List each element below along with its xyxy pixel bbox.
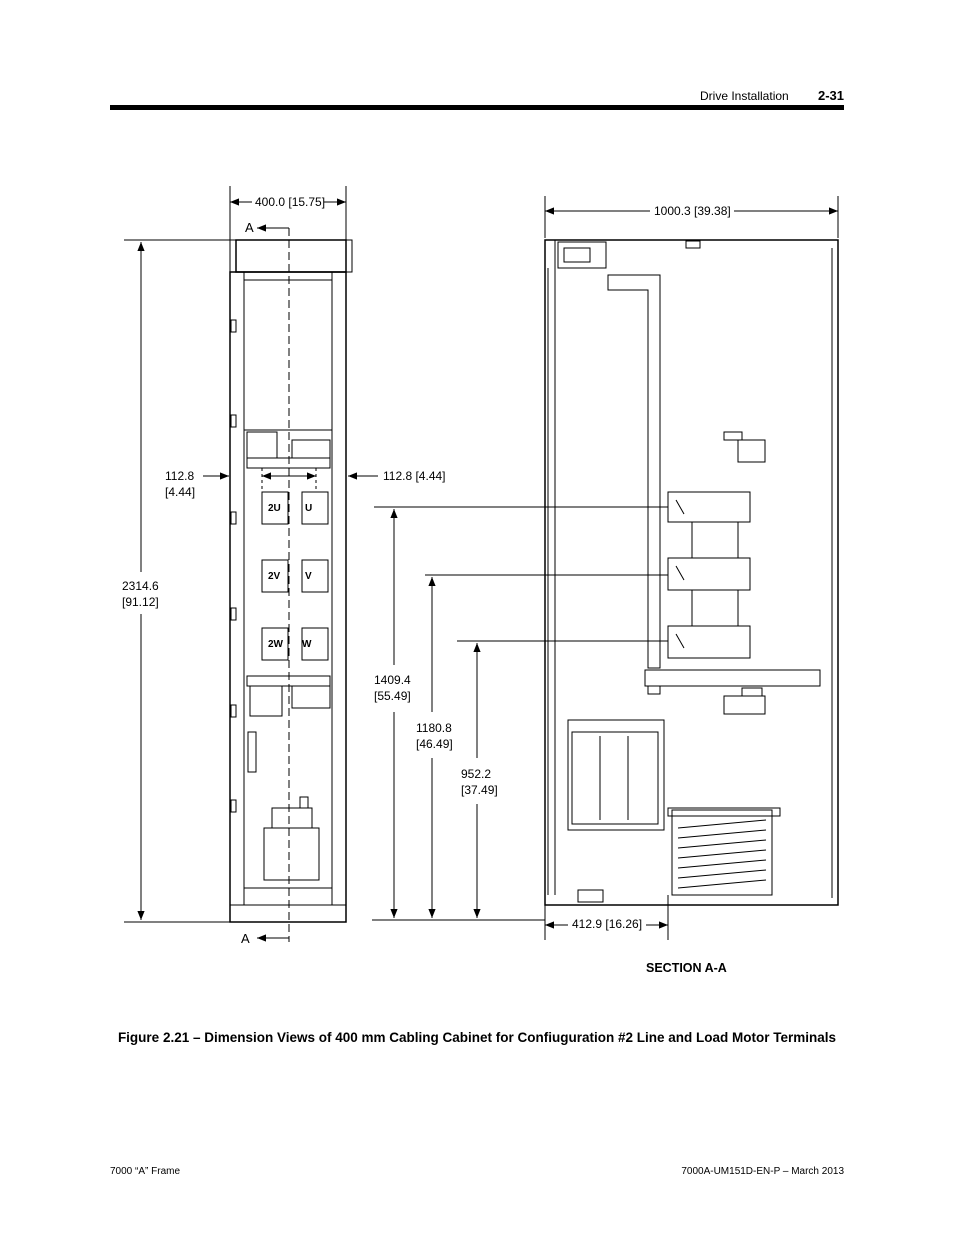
section-marker-top: A: [245, 220, 254, 235]
coil-windings: [678, 820, 766, 888]
dim-section-depth-label: 412.9 [16.26]: [572, 917, 643, 931]
header-page-number: 2-31: [818, 88, 845, 103]
terminal-2w-label: 2W: [268, 639, 283, 650]
figure-caption: Figure 2.21 – Dimension Views of 400 mm Cabling Cabinet for Confiuguration #2 Line and Load Motor Terminals: [117, 1030, 837, 1045]
terminal-2v-label: 2V: [268, 571, 281, 582]
dim-section-width: [545, 196, 838, 238]
dim-right-label: 112.8 [4.44]: [383, 469, 446, 483]
front-top-cap: [236, 240, 346, 272]
dim-1180-in: [46.49]: [416, 737, 453, 751]
dim-1409-in: [55.49]: [374, 689, 411, 703]
front-view: [230, 220, 352, 946]
dim-terminal-heights: [372, 507, 668, 920]
dim-left-mm: 112.8: [165, 469, 195, 483]
dim-section-width-label: 1000.3 [39.38]: [654, 204, 731, 218]
terminal-u-label: U: [305, 503, 313, 514]
dim-front-width-label: 400.0 [15.75]: [255, 195, 326, 209]
dim-section-depth: [545, 905, 668, 940]
dim-side-clearances: [165, 469, 446, 499]
terminal-w-label: W: [302, 639, 312, 650]
section-marker-bottom: A: [241, 931, 250, 946]
terminal-2u-label: 2U: [268, 503, 281, 514]
footer-left: 7000 “A” Frame: [110, 1166, 181, 1177]
front-top-cap-left: [230, 240, 236, 272]
section-view: [545, 240, 838, 940]
dim-952-mm: 952.2: [461, 767, 492, 781]
footer-right: 7000A-UM151D-EN-P – March 2013: [681, 1166, 844, 1177]
front-cabinet-body: [230, 272, 346, 922]
section-cabinet-body: [545, 240, 838, 905]
dim-1409-mm: 1409.4: [374, 673, 411, 687]
header-section-title: Drive Installation: [700, 89, 789, 103]
section-terminal-lugs: [668, 492, 750, 658]
front-top-cap-right: [346, 240, 352, 272]
terminal-v-label: V: [305, 571, 312, 582]
dim-left-in: [4.44]: [165, 485, 196, 499]
dim-height-in: [91.12]: [122, 595, 159, 609]
dim-height-mm: 2314.6: [122, 579, 159, 593]
dim-952-in: [37.49]: [461, 783, 498, 797]
front-hinges: [231, 320, 236, 812]
section-view-label: SECTION A-A: [646, 961, 727, 975]
dim-1180-mm: 1180.8: [416, 721, 452, 735]
dim-height: [122, 240, 230, 922]
